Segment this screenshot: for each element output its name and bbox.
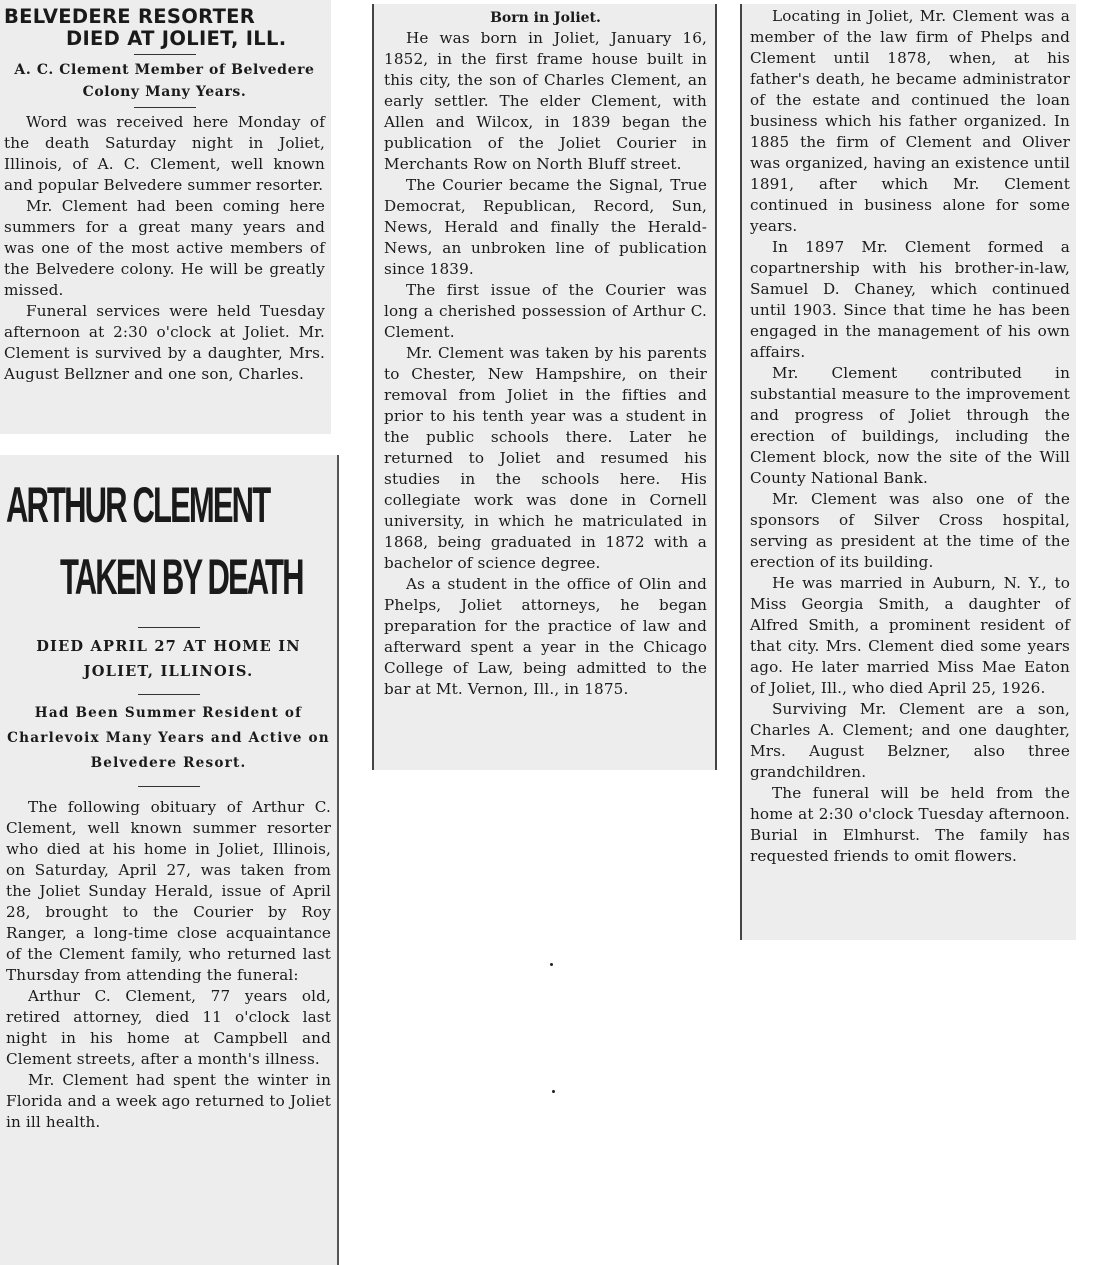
paragraph: The following obituary of Arthur C. Clement, well known summer resorter who died at his home in Joliet, Illinois, on Saturday, April 27, was taken from the Joliet Sunday Herald, issue of April 28, brought to the Courier by Roy Ranger, a long-time close acquaintance of the Clement family, who returned last Thursday from attending the funeral: <box>6 798 331 984</box>
divider-rule <box>134 107 196 108</box>
divider-rule <box>138 694 200 695</box>
paragraph: He was married in Auburn, N. Y., to Miss Georgia Smith, a daughter of Alfred Smith, a prominent resident of that city. Mrs. Clement died some years ago. He later married Miss Mae Eaton of Joliet, Ill., who died April 25, 1926. <box>750 574 1070 697</box>
paragraph: Mr. Clement had spent the winter in Florida and a week ago returned to Joliet in ill health. <box>6 1071 331 1131</box>
divider-rule <box>138 786 200 787</box>
clipping-born-in-joliet <box>372 4 717 770</box>
divider-rule <box>134 54 196 55</box>
divider-rule <box>138 627 200 628</box>
paragraph: The Courier became the Signal, True Democrat, Republican, Record, Sun, News, Herald and finally the Herald-News, an unbroken line of publication since 1839. <box>384 176 707 278</box>
clipping-career-and-family <box>740 4 1076 940</box>
paragraph: As a student in the office of Olin and Phelps, Joliet attorneys, he began preparation for the practice of law and afterward spent a year in the Chicago College of Law, being admitted to the bar at Mt. Vernon, Ill., in 1875. <box>384 575 707 698</box>
paragraph: In 1897 Mr. Clement formed a copartnership with his brother-in-law, Samuel D. Chaney, which continued until 1903. Since that time he has been engaged in the management of his own affairs. <box>750 238 1070 361</box>
subheadline: A. C. Clement Member of Belvedere Colony Many Years. <box>14 62 315 100</box>
headline-line-2: TAKEN BY DEATH <box>60 549 303 605</box>
scan-speck <box>552 1090 555 1093</box>
clipping-arthur-clement <box>0 455 339 1265</box>
clipping-belvedere-resorter <box>0 0 331 434</box>
section-subhead: Born in Joliet. <box>490 10 601 26</box>
paragraph: He was born in Joliet, January 16, 1852, in the first frame house built in this city, the son of Charles Clement, an early settler. The elder Clement, with Allen and Wilcox, in 1839 began the publication of the Joliet Courier in Merchants Row on North Bluff street. <box>384 29 707 173</box>
paragraph: Funeral services were held Tuesday afternoon at 2:30 o'clock at Joliet. Mr. Clement is survived by a daughter, Mrs. August Bellzner and one son, Charles. <box>4 302 325 383</box>
paragraph: Locating in Joliet, Mr. Clement was a member of the law firm of Phelps and Clement until 1878, when, at his father's death, he became administrator of the estate and continued the loan business which his father organized. In 1885 the firm of Clement and Oliver was organized, having an existence until 1891, after which Mr. Clement continued in business alone for some years. <box>750 7 1070 235</box>
paragraph: Mr. Clement was also one of the sponsors of Silver Cross hospital, serving as president at the time of the erection of its building. <box>750 490 1070 571</box>
headline-line-2: DIED AT JOLIET, ILL. <box>66 27 287 50</box>
scan-speck <box>550 963 553 966</box>
headline-line-1: BELVEDERE RESORTER <box>4 5 256 28</box>
paragraph: The first issue of the Courier was long a cherished possession of Arthur C. Clement. <box>384 281 707 341</box>
deck-headline-2: Had Been Summer Resident of Charlevoix Many Years and Active on Belvedere Resort. <box>7 705 330 771</box>
paragraph: Mr. Clement contributed in substantial measure to the improvement and progress of Joliet through the erection of buildings, including the Clement block, now the site of the Will County National Bank. <box>750 364 1070 487</box>
paragraph: The funeral will be held from the home at 2:30 o'clock Tuesday afternoon. Burial in Elmhurst. The family has requested friends to omit flowers. <box>750 784 1070 865</box>
paragraph: Surviving Mr. Clement are a son, Charles A. Clement; and one daughter, Mrs. August Belzner, also three grandchildren. <box>750 700 1070 781</box>
paragraph: Mr. Clement was taken by his parents to Chester, New Hampshire, on their removal from Joliet in the fifties and prior to his tenth year was a student in the public schools there. Later he returned to Joliet and resumed his studies in the schools here. His collegiate work was done in Cornell university, in which he matriculated in 1868, being graduated in 1872 with a bachelor of science degree. <box>384 344 707 572</box>
paragraph: Arthur C. Clement, 77 years old, retired attorney, died 11 o'clock last night in his home at Campbell and Clement streets, after a month's illness. <box>6 987 331 1068</box>
paragraph: Word was received here Monday of the death Saturday night in Joliet, Illinois, of A. C. Clement, well known and popular Belvedere summer resorter. <box>4 113 325 194</box>
paragraph: Mr. Clement had been coming here summers for a great many years and was one of the most active members of the Belvedere colony. He will be greatly missed. <box>4 197 325 299</box>
deck-headline-1: DIED APRIL 27 AT HOME IN JOLIET, ILLINOIS. <box>36 638 301 680</box>
headline-line-1: ARTHUR CLEMENT <box>6 477 270 533</box>
